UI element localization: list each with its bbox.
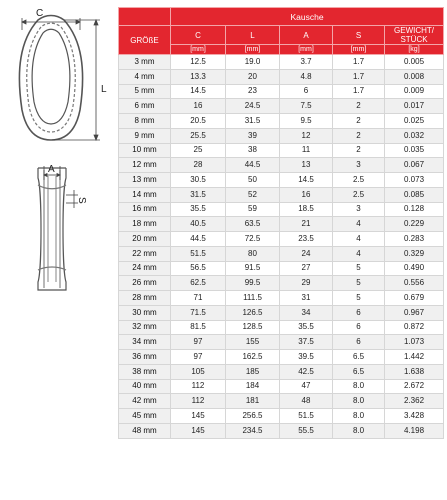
cell-a: 18.5 <box>280 202 333 217</box>
cell-weight: 0.035 <box>385 143 444 158</box>
unit-weight: [kg] <box>385 45 444 55</box>
table-row <box>119 320 444 335</box>
cell-l: 44.5 <box>226 158 280 173</box>
cell-l: 80 <box>226 246 280 261</box>
table-row <box>119 99 444 114</box>
cell-s: 6 <box>333 335 385 350</box>
cell-size: 24 mm <box>119 261 171 276</box>
dim-label-a: A <box>48 164 55 175</box>
table-row <box>119 423 444 438</box>
cell-size: 14 mm <box>119 187 171 202</box>
cell-a: 42.5 <box>280 364 333 379</box>
cell-c: 97 <box>171 350 226 365</box>
cell-c: 145 <box>171 409 226 424</box>
cell-a: 34 <box>280 305 333 320</box>
table-row <box>119 187 444 202</box>
cell-c: 40.5 <box>171 217 226 232</box>
cell-c: 16 <box>171 99 226 114</box>
cell-a: 3.7 <box>280 55 333 70</box>
cell-l: 162.5 <box>226 350 280 365</box>
cell-weight: 1.442 <box>385 350 444 365</box>
cell-a: 55.5 <box>280 423 333 438</box>
header-c: C <box>171 26 226 45</box>
cell-size: 10 mm <box>119 143 171 158</box>
cell-size: 4 mm <box>119 69 171 84</box>
cell-weight: 0.329 <box>385 246 444 261</box>
table-title-spacer <box>119 8 171 26</box>
cell-size: 30 mm <box>119 305 171 320</box>
table-row <box>119 143 444 158</box>
cell-a: 11 <box>280 143 333 158</box>
cell-s: 4 <box>333 246 385 261</box>
dim-label-s: S <box>76 197 87 204</box>
cell-c: 112 <box>171 394 226 409</box>
cell-s: 5 <box>333 291 385 306</box>
cell-c: 105 <box>171 364 226 379</box>
cell-s: 8.0 <box>333 379 385 394</box>
dimension-table <box>118 7 444 439</box>
cell-l: 128.5 <box>226 320 280 335</box>
cell-s: 3 <box>333 202 385 217</box>
table-row <box>119 364 444 379</box>
cell-size: 42 mm <box>119 394 171 409</box>
cell-s: 2.5 <box>333 187 385 202</box>
cell-c: 71 <box>171 291 226 306</box>
table-row <box>119 114 444 129</box>
cell-l: 52 <box>226 187 280 202</box>
cell-c: 14.5 <box>171 84 226 99</box>
cell-a: 29 <box>280 276 333 291</box>
table-row <box>119 202 444 217</box>
cell-c: 25 <box>171 143 226 158</box>
cell-size: 45 mm <box>119 409 171 424</box>
cell-size: 18 mm <box>119 217 171 232</box>
cell-s: 2 <box>333 99 385 114</box>
cell-l: 256.5 <box>226 409 280 424</box>
cell-weight: 0.283 <box>385 232 444 247</box>
cell-weight: 0.025 <box>385 114 444 129</box>
cell-s: 5 <box>333 276 385 291</box>
cell-a: 51.5 <box>280 409 333 424</box>
cell-weight: 0.556 <box>385 276 444 291</box>
thimble-drawing <box>0 0 117 500</box>
table-row <box>119 409 444 424</box>
cell-s: 6.5 <box>333 350 385 365</box>
cell-a: 27 <box>280 261 333 276</box>
cell-l: 20 <box>226 69 280 84</box>
cell-weight: 0.005 <box>385 55 444 70</box>
table-row <box>119 158 444 173</box>
unit-a: [mm] <box>280 45 333 55</box>
cell-c: 30.5 <box>171 173 226 188</box>
cell-l: 99.5 <box>226 276 280 291</box>
cell-size: 34 mm <box>119 335 171 350</box>
cell-s: 1.7 <box>333 84 385 99</box>
cell-s: 8.0 <box>333 409 385 424</box>
cell-l: 111.5 <box>226 291 280 306</box>
cell-size: 26 mm <box>119 276 171 291</box>
cell-s: 6.5 <box>333 364 385 379</box>
table-header-row <box>119 26 444 45</box>
table-row <box>119 246 444 261</box>
table-row <box>119 173 444 188</box>
cell-l: 91.5 <box>226 261 280 276</box>
header-size: GRÖßE <box>119 26 171 55</box>
header-s: S <box>333 26 385 45</box>
cell-l: 24.5 <box>226 99 280 114</box>
cell-size: 3 mm <box>119 55 171 70</box>
table-row <box>119 217 444 232</box>
cell-s: 6 <box>333 320 385 335</box>
cell-size: 13 mm <box>119 173 171 188</box>
cell-weight: 0.067 <box>385 158 444 173</box>
table-row <box>119 232 444 247</box>
table-row <box>119 84 444 99</box>
cell-c: 97 <box>171 335 226 350</box>
cell-a: 12 <box>280 128 333 143</box>
unit-c: [mm] <box>171 45 226 55</box>
cell-s: 8.0 <box>333 394 385 409</box>
cell-l: 72.5 <box>226 232 280 247</box>
cell-c: 25.5 <box>171 128 226 143</box>
table-title: Kausche <box>171 8 444 26</box>
header-weight: GEWICHT/ STÜCK <box>385 26 444 45</box>
table-title-row <box>119 8 444 26</box>
table-row <box>119 69 444 84</box>
cell-s: 8.0 <box>333 423 385 438</box>
cell-weight: 1.638 <box>385 364 444 379</box>
cell-c: 112 <box>171 379 226 394</box>
cell-c: 81.5 <box>171 320 226 335</box>
cell-c: 12.5 <box>171 55 226 70</box>
header-l: L <box>226 26 280 45</box>
cell-size: 22 mm <box>119 246 171 261</box>
cell-s: 5 <box>333 261 385 276</box>
cell-size: 48 mm <box>119 423 171 438</box>
cell-a: 48 <box>280 394 333 409</box>
thimble-side-view <box>38 168 66 290</box>
cell-a: 14.5 <box>280 173 333 188</box>
cell-a: 35.5 <box>280 320 333 335</box>
cell-l: 234.5 <box>226 423 280 438</box>
unit-l: [mm] <box>226 45 280 55</box>
cell-l: 63.5 <box>226 217 280 232</box>
cell-weight: 0.009 <box>385 84 444 99</box>
cell-c: 31.5 <box>171 187 226 202</box>
table-row <box>119 128 444 143</box>
cell-size: 36 mm <box>119 350 171 365</box>
cell-l: 39 <box>226 128 280 143</box>
cell-a: 16 <box>280 187 333 202</box>
cell-size: 12 mm <box>119 158 171 173</box>
cell-weight: 0.229 <box>385 217 444 232</box>
cell-weight: 0.872 <box>385 320 444 335</box>
cell-weight: 0.679 <box>385 291 444 306</box>
dim-label-c: C <box>36 8 44 19</box>
cell-c: 28 <box>171 158 226 173</box>
table-row <box>119 335 444 350</box>
cell-size: 6 mm <box>119 99 171 114</box>
cell-weight: 3.428 <box>385 409 444 424</box>
table-row <box>119 291 444 306</box>
technical-drawings <box>0 0 117 500</box>
cell-a: 7.5 <box>280 99 333 114</box>
cell-l: 185 <box>226 364 280 379</box>
thimble-top-view <box>19 16 82 141</box>
table-row <box>119 276 444 291</box>
cell-weight: 0.073 <box>385 173 444 188</box>
table-row <box>119 261 444 276</box>
cell-a: 39.5 <box>280 350 333 365</box>
cell-size: 16 mm <box>119 202 171 217</box>
cell-a: 31 <box>280 291 333 306</box>
cell-c: 62.5 <box>171 276 226 291</box>
cell-c: 35.5 <box>171 202 226 217</box>
table-row <box>119 394 444 409</box>
cell-l: 59 <box>226 202 280 217</box>
cell-weight: 1.073 <box>385 335 444 350</box>
cell-a: 47 <box>280 379 333 394</box>
cell-weight: 0.085 <box>385 187 444 202</box>
cell-c: 51.5 <box>171 246 226 261</box>
cell-a: 37.5 <box>280 335 333 350</box>
cell-weight: 0.017 <box>385 99 444 114</box>
table-row <box>119 305 444 320</box>
cell-s: 2.5 <box>333 173 385 188</box>
cell-a: 23.5 <box>280 232 333 247</box>
cell-size: 28 mm <box>119 291 171 306</box>
cell-l: 184 <box>226 379 280 394</box>
cell-a: 21 <box>280 217 333 232</box>
cell-c: 145 <box>171 423 226 438</box>
cell-size: 9 mm <box>119 128 171 143</box>
cell-size: 38 mm <box>119 364 171 379</box>
cell-l: 126.5 <box>226 305 280 320</box>
cell-s: 4 <box>333 217 385 232</box>
cell-weight: 2.362 <box>385 394 444 409</box>
cell-s: 2 <box>333 114 385 129</box>
cell-a: 13 <box>280 158 333 173</box>
cell-weight: 2.672 <box>385 379 444 394</box>
cell-size: 20 mm <box>119 232 171 247</box>
cell-weight: 4.198 <box>385 423 444 438</box>
cell-c: 44.5 <box>171 232 226 247</box>
cell-c: 13.3 <box>171 69 226 84</box>
cell-l: 50 <box>226 173 280 188</box>
table-row <box>119 350 444 365</box>
cell-weight: 0.967 <box>385 305 444 320</box>
cell-a: 9.5 <box>280 114 333 129</box>
cell-s: 4 <box>333 232 385 247</box>
dimension-table-container <box>118 7 443 439</box>
table-row <box>119 55 444 70</box>
cell-weight: 0.008 <box>385 69 444 84</box>
header-a: A <box>280 26 333 45</box>
cell-size: 40 mm <box>119 379 171 394</box>
unit-s: [mm] <box>333 45 385 55</box>
cell-s: 1.7 <box>333 55 385 70</box>
cell-weight: 0.490 <box>385 261 444 276</box>
cell-l: 19.0 <box>226 55 280 70</box>
cell-l: 31.5 <box>226 114 280 129</box>
cell-s: 2 <box>333 128 385 143</box>
cell-l: 155 <box>226 335 280 350</box>
cell-s: 6 <box>333 305 385 320</box>
table-row <box>119 379 444 394</box>
cell-s: 2 <box>333 143 385 158</box>
table-body <box>119 55 444 439</box>
cell-l: 23 <box>226 84 280 99</box>
cell-weight: 0.032 <box>385 128 444 143</box>
cell-c: 56.5 <box>171 261 226 276</box>
cell-s: 3 <box>333 158 385 173</box>
cell-size: 8 mm <box>119 114 171 129</box>
cell-l: 38 <box>226 143 280 158</box>
cell-a: 24 <box>280 246 333 261</box>
cell-l: 181 <box>226 394 280 409</box>
cell-a: 6 <box>280 84 333 99</box>
cell-a: 4.8 <box>280 69 333 84</box>
dim-label-l: L <box>101 84 107 95</box>
cell-weight: 0.128 <box>385 202 444 217</box>
cell-c: 71.5 <box>171 305 226 320</box>
cell-size: 5 mm <box>119 84 171 99</box>
cell-s: 1.7 <box>333 69 385 84</box>
cell-size: 32 mm <box>119 320 171 335</box>
cell-c: 20.5 <box>171 114 226 129</box>
